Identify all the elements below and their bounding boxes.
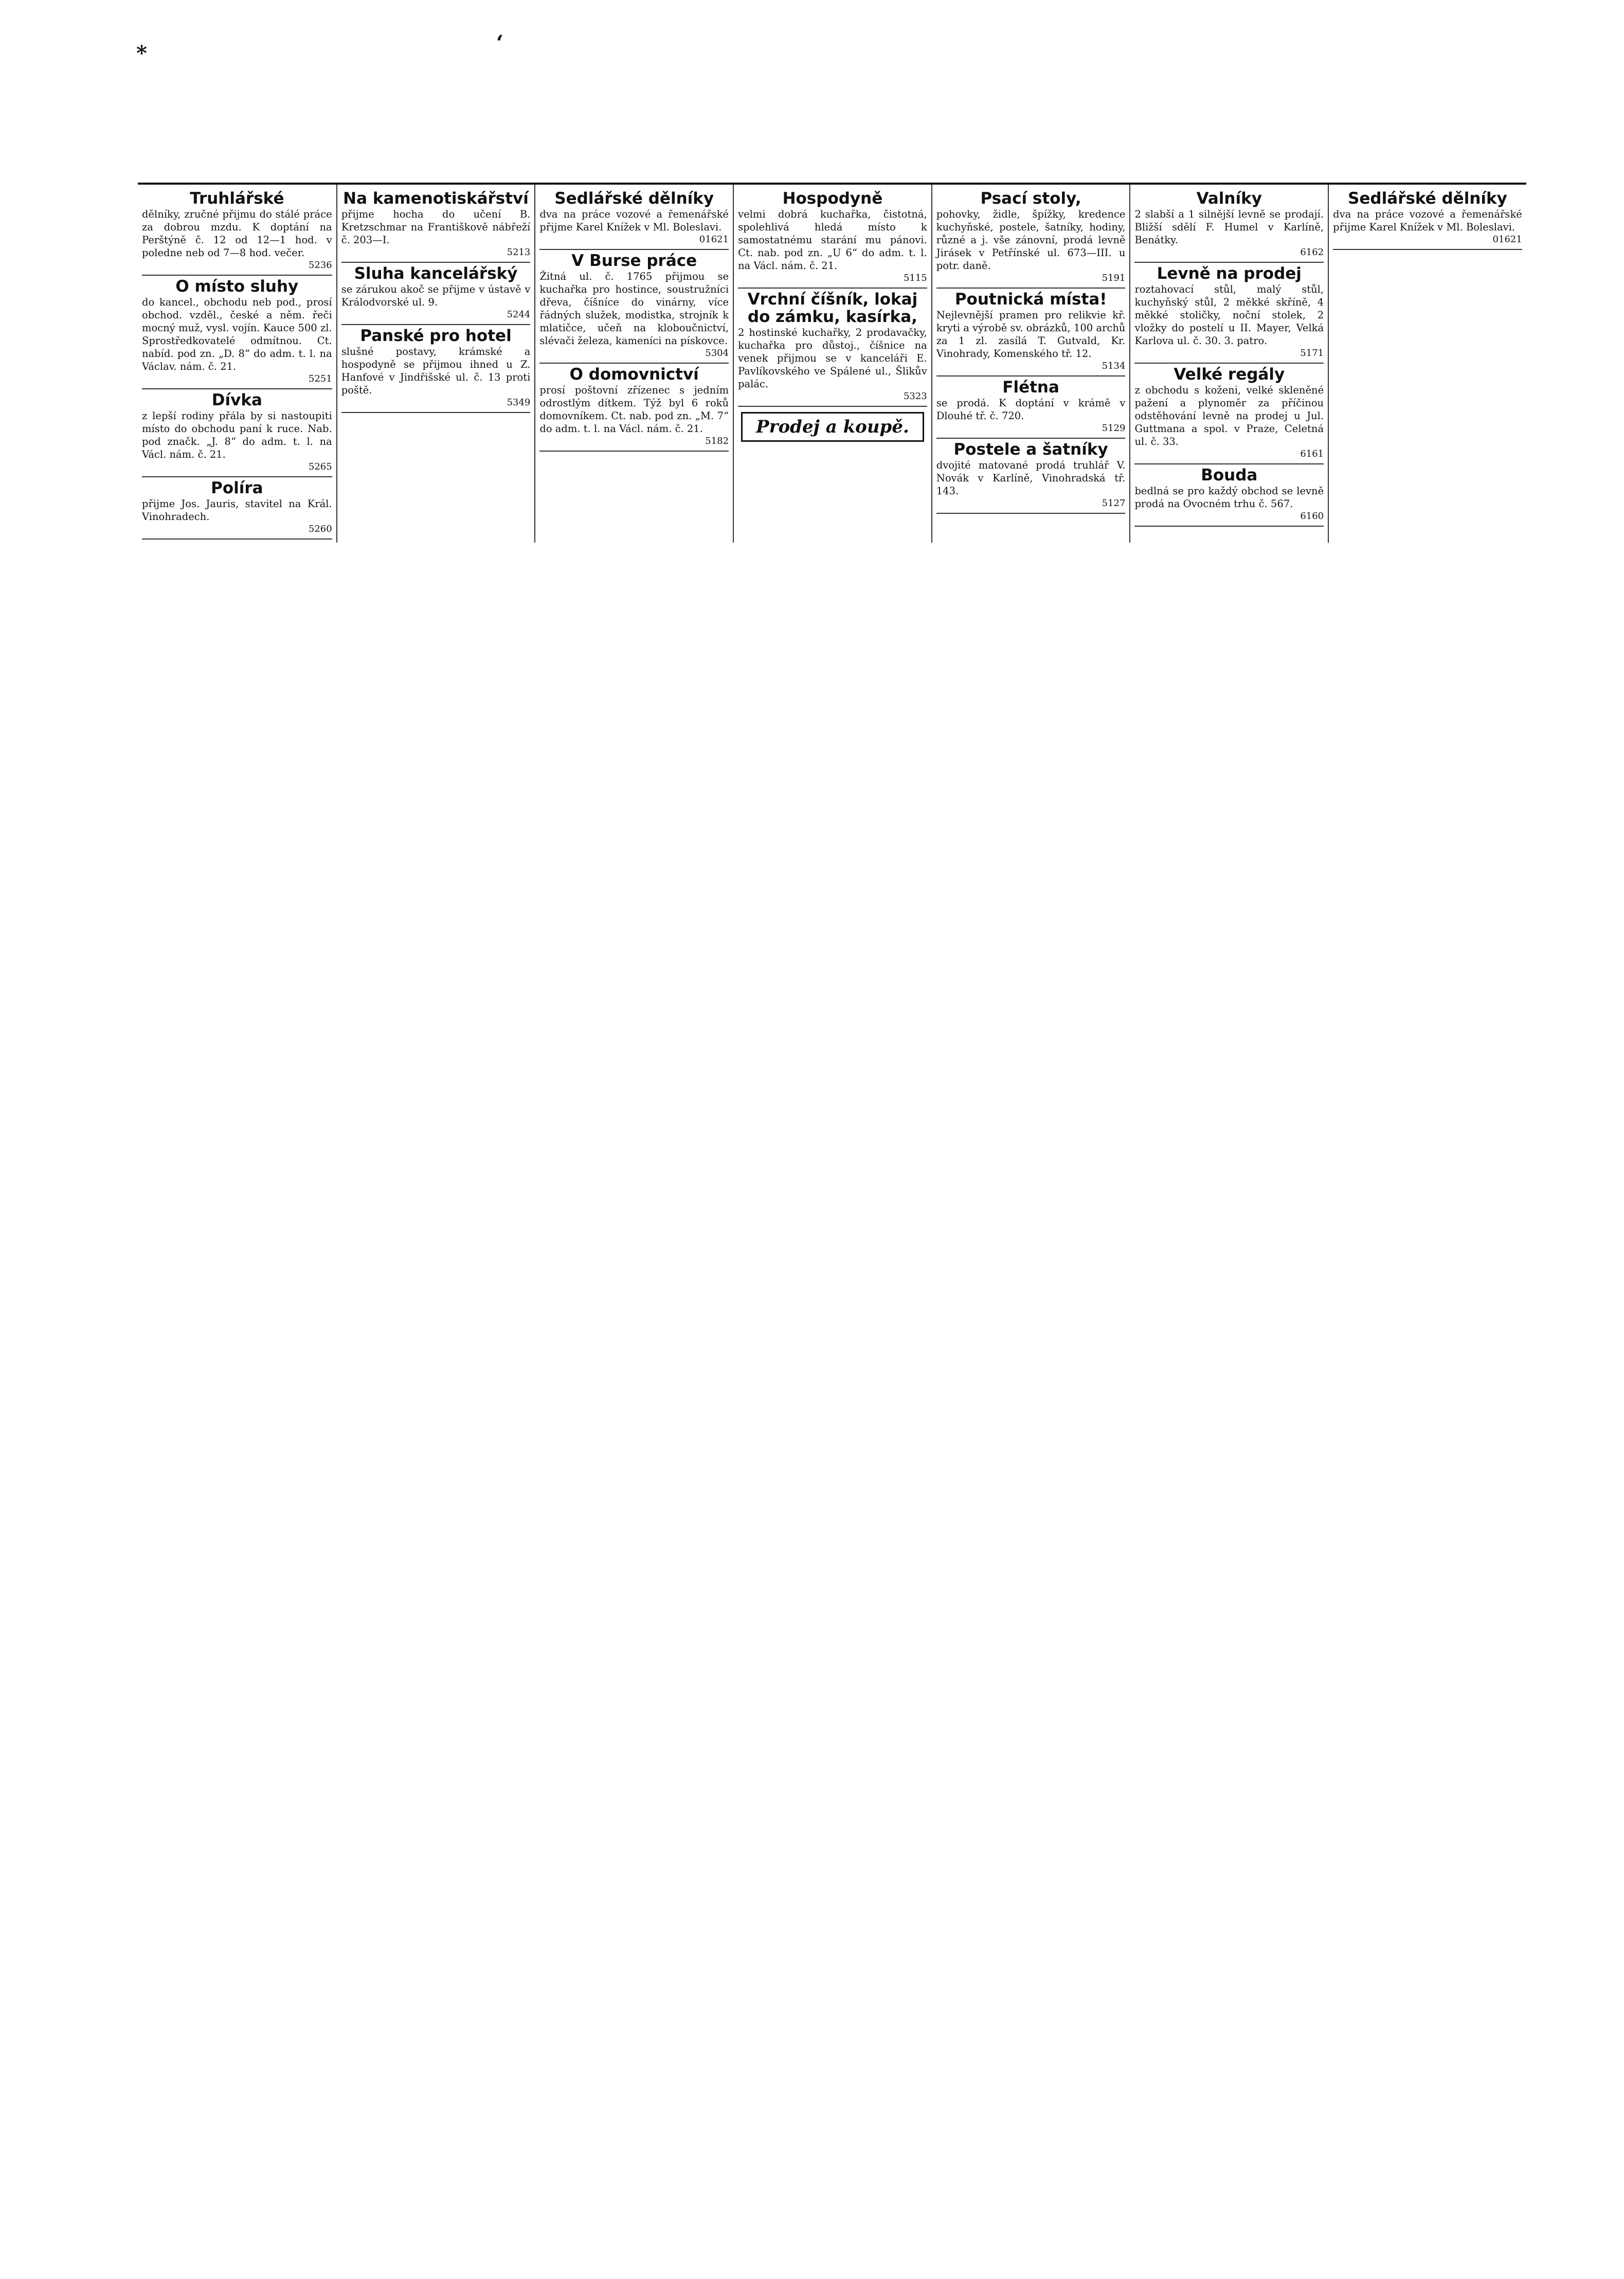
classified-ad: [341, 188, 531, 263]
ad-text: Nejlevnější pramen pro relikvie kř. kryti a výrobě sv. obrázků, 100 archů za 1 zl. zasílá T. Gutvald, Kr. Vinohrady, Komenského tř. 12.: [936, 309, 1126, 360]
column-4: [733, 185, 931, 543]
ad-text: se prodá. K doptání v krámě v Dlouhé tř. č. 720.: [936, 397, 1126, 422]
ad-text: do kancel., obchodu neb pod., prosí obchod. vzděl., české a něm. řeči mocný muž, vysl. vojín. Kauce 500 zl. Sprostředkovatelé odmítnou. Ct. nabíd. pod zn. „D. 8“ do adm. t. l. na Václav. nám. č. 21.: [142, 296, 332, 372]
classified-ad: [1134, 364, 1324, 464]
ad-number: 5349: [507, 397, 531, 408]
ad-title: O domovnictví: [569, 365, 699, 384]
ad-text: z lepší rodiny přála by si nastoupiti místo do obchodu paní k ruce. Nab. pod značk. „J. 8“ do adm. t. l. na Václ. nám. č. 21.: [142, 409, 332, 460]
classified-ad: [1134, 263, 1324, 364]
ad-number: 5115: [903, 272, 927, 283]
classified-ad: [936, 376, 1126, 439]
classified-ad: [539, 364, 729, 452]
column-1: [138, 185, 336, 543]
classified-ad: [142, 188, 332, 276]
classified-ad: [738, 188, 927, 289]
column-2: [336, 185, 535, 543]
ad-number: 5127: [1102, 497, 1126, 509]
classified-ad: [341, 325, 531, 413]
ad-title: Panské pro hotel: [360, 326, 512, 345]
classified-ad: [142, 389, 332, 477]
ad-text: prosí poštovní zřízenec s jedním odrostlým dítkem. Týž byl 6 roků domovníkem. Ct. nab. pod zn. „M. 7“ do adm. t. l. na Václ. nám. č. 21.: [539, 384, 729, 435]
ad-title: Políra: [211, 478, 263, 497]
ad-title: Truhlářské: [190, 189, 284, 208]
ad-text: slušné postavy, krámské a hospodyně se přijmou ihned u Z. Hanfové v Jindřišské ul. č. 13 proti poště.: [341, 346, 531, 396]
ad-text: dělníky, zručné přijmu do stálé práce za dobrou mzdu. K doptání na Perštýně č. 12 od 12—1 hod. v poledne neb od 7—8 hod. večer.: [142, 208, 332, 259]
ad-number: 5213: [507, 246, 531, 258]
ad-number: 5236: [308, 259, 332, 271]
classified-ad: [1134, 464, 1324, 527]
ad-text: dva na práce vozové a řemenářské přijme Karel Knížek v Ml. Boleslavi.: [1333, 208, 1522, 234]
ad-number: 5171: [1300, 347, 1324, 358]
ad-title: Valníky: [1196, 189, 1262, 208]
page-mark-left: *: [136, 41, 147, 65]
ad-text: 2 hostinské kuchařky, 2 prodavačky, kuchařka pro důstoj., číšnice na venek přijmou se v kanceláři E. Pavlíkovského ve Spálené ul., Šlikův palác.: [738, 327, 927, 390]
classified-ad: [341, 263, 531, 325]
ad-text: dva na práce vozové a řemenářské přijme Karel Knížek v Ml. Boleslavi.: [539, 208, 729, 234]
ad-text: pohovky, židle, špížky, kredence kuchyňské, postele, šatníky, hodiny, různé a j. vše zánovní, prodá levně Jirásek v Petřínské ul. 673—III. u potr. daně.: [936, 208, 1126, 272]
ad-title: Sedlářské dělníky: [1348, 189, 1507, 208]
ad-title: Velké regály: [1174, 365, 1285, 384]
ad-title: Postele a šatníky: [953, 440, 1108, 459]
ad-title: Na kamenotiskářství: [343, 189, 529, 208]
ad-number: 5244: [507, 309, 531, 320]
ad-title: Levně na prodej: [1157, 264, 1302, 283]
ad-title: Poutnická místa!: [954, 290, 1107, 309]
classified-ad: [738, 289, 927, 407]
ad-title: Psací stoly,: [980, 189, 1081, 208]
classified-ad: [539, 188, 729, 250]
ad-text: z obchodu s koženi, velké skleněné pažení a plynoměr za příčinou odstěhování levně na prodej u Jul. Guttmana a spol. v Praze, Celetná ul. č. 33.: [1134, 384, 1324, 447]
ad-text: roztahovací stůl, malý stůl, kuchyňský stůl, 2 měkké skříně, 4 měkké stoličky, noční stolek, 2 vložky do postelí u II. Mayer, Velká Karlova ul. č. 30. 3. patro.: [1134, 283, 1324, 347]
ad-number: 6161: [1300, 448, 1324, 459]
classifieds-grid: [138, 183, 1526, 543]
ad-text: přijme Jos. Jauris, stavitel na Král. Vinohradech.: [142, 497, 332, 523]
column-5: [931, 185, 1130, 543]
ad-number: 5323: [903, 390, 927, 402]
classified-ad: [936, 289, 1126, 376]
classified-ad: [142, 276, 332, 389]
classified-ad: [142, 477, 332, 540]
ad-number: 5129: [1102, 422, 1126, 434]
ad-number: 5191: [1102, 272, 1126, 283]
section-banner: Prodej a koupě.: [741, 412, 924, 442]
column-6: [1129, 185, 1328, 543]
ad-number: 5260: [308, 523, 332, 534]
ad-number: 01621: [1492, 234, 1522, 245]
ad-title: Vrchní číšník, lokaj do zámku, kasírka,: [747, 290, 918, 326]
ad-title: O místo sluhy: [175, 277, 299, 296]
page-mark-center: ‘: [496, 31, 503, 55]
classified-ad: [1333, 188, 1522, 250]
ad-title: Sluha kancelářský: [354, 264, 518, 283]
column-7: [1328, 185, 1526, 543]
ad-text: 2 slabší a 1 silnější levně se prodají. Bližší sdělí F. Humel v Karlíně, Benátky.: [1134, 208, 1324, 246]
classified-ad: [1134, 188, 1324, 263]
ad-number: 01621: [699, 234, 729, 245]
ad-number: 5182: [705, 435, 729, 446]
ad-number: 5251: [308, 373, 332, 384]
ad-text: přijme hocha do učení B. Kretzschmar na Františkově nábřeží č. 203—I.: [341, 208, 531, 246]
classified-ad: [539, 250, 729, 364]
ad-title: V Burse práce: [571, 252, 697, 270]
ad-number: 6162: [1300, 246, 1324, 258]
ad-text: velmi dobrá kuchařka, čistotná, spolehlivá hledá místo k samostatnému starání mu pánovi. Ct. nab. pod zn. „U 6“ do adm. t. l. na Václ. nám. č. 21.: [738, 208, 927, 272]
classified-ad: [936, 188, 1126, 289]
ad-title: Dívka: [211, 390, 262, 409]
ad-title: Hospodyně: [782, 189, 883, 208]
ad-number: 6160: [1300, 510, 1324, 522]
ad-number: 5134: [1102, 360, 1126, 371]
ad-text: bedlná se pro každý obchod se levně prodá na Ovocném trhu č. 567.: [1134, 484, 1324, 510]
ad-text: dvojité matované prodá truhlář V. Novák v Karlíně, Vinohradská tř. 143.: [936, 459, 1126, 497]
ad-number: 5304: [705, 347, 729, 358]
ad-title: Bouda: [1201, 465, 1258, 484]
ad-number: 5265: [308, 461, 332, 472]
ad-text: Žitná ul. č. 1765 přijmou se kuchařka pro hostince, soustružníci dřeva, číšníce do vinárny, více řádných služek, modistka, strojník k mlatičce, učeň na kloboučnictví, slévači železa, kameníci na pískovce.: [539, 271, 729, 347]
ad-title: Flétna: [1002, 378, 1059, 397]
classified-ad: [936, 439, 1126, 514]
column-3: [534, 185, 733, 543]
ad-text: se zárukou akoč se přijme v ústavě v Králodvorské ul. 9.: [341, 283, 531, 308]
ad-title: Sedlářské dělníky: [554, 189, 714, 208]
